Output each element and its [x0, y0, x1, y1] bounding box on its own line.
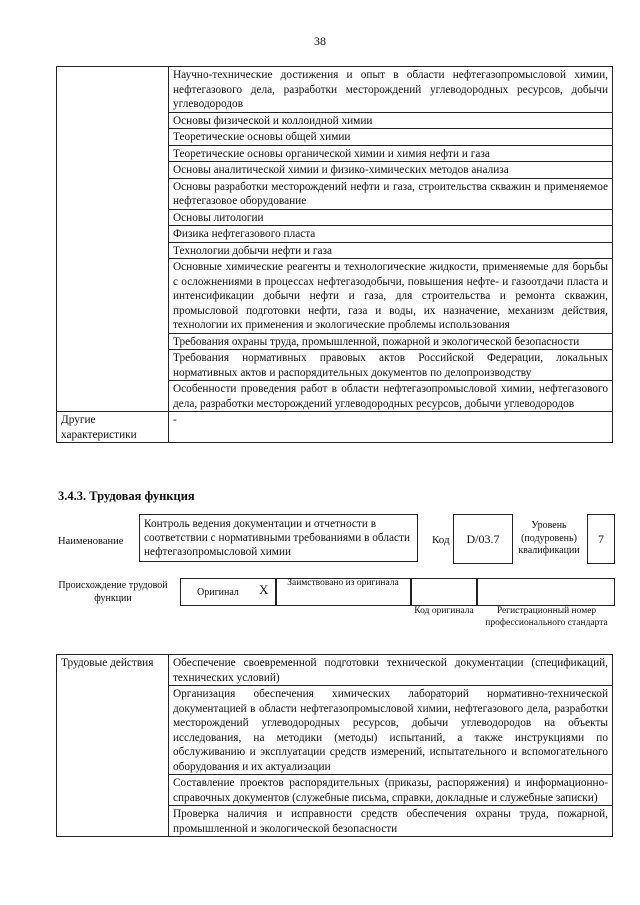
knowledge-row: Технологии добычи нефти и газа	[169, 242, 613, 259]
knowledge-row: Физика нефтегазового пласта	[169, 226, 613, 243]
actions-table	[56, 654, 613, 837]
action-row: Организация обеспечения химических лабораторий нормативно-технической документацией в области нефтегазопромысловой химии, нефтегазового дела, разработки месторождений углеводородных ресурсов, добычи углеводородов на объекты исследования, на методики (методы) испытаний, а также инструкциями по обслуживанию и эксплуатации средств измерений, испытательного и вспомогательного оборудования и их актуализации	[169, 686, 613, 775]
borrowed-label: Заимствовано из оригинала	[287, 578, 399, 588]
knowledge-row: Основы аналитической химии и физико-химических методов анализа	[169, 162, 613, 179]
original-mark: X	[259, 582, 269, 597]
page-number: 38	[314, 34, 326, 48]
original-label: Оригинал	[197, 587, 239, 598]
knowledge-row: Научно-технические достижения и опыт в области нефтегазопромысловой химии, нефтегазового дела, разработки месторождений углеводородных ресурсов, добычи углеводородов	[169, 67, 613, 113]
section-heading: 3.4.3. Трудовая функция	[58, 489, 195, 503]
other-characteristics-label: Другие характеристики	[57, 412, 169, 443]
knowledge-row: Основы литологии	[169, 209, 613, 226]
origin-label: Происхождение трудовой функции	[58, 580, 168, 604]
knowledge-row: Требования нормативных правовых актов Российской Федерации, локальных нормативных актов и распорядительных документов по делопроизводству	[169, 350, 613, 381]
knowledge-row: Теоретические основы органической химии и химия нефти и газа	[169, 145, 613, 162]
reg-number-caption: Регистрационный номер профессионального стандарта	[485, 606, 608, 628]
action-row: Обеспечение своевременной подготовки технической документации (спецификаций, технических условий)	[169, 655, 613, 686]
knowledge-row: Теоретические основы общей химии	[169, 129, 613, 146]
origin-divider	[410, 578, 412, 606]
name-label: Наименование	[58, 536, 124, 547]
knowledge-row: Основы физической и коллоидной химии	[169, 112, 613, 129]
knowledge-table	[56, 66, 613, 443]
knowledge-row: Особенности проведения работ в области нефтегазопромысловой химии, нефтегазового дела, разработки месторождений углеводородных ресурсов, добычи углеводородов	[169, 381, 613, 412]
code-value-box: D/03.7	[453, 514, 513, 564]
other-characteristics-value: -	[169, 412, 613, 443]
action-row: Проверка наличия и исправности средств обеспечения охраны труда, пожарной, промышленной и экологической безопасности	[169, 806, 613, 837]
function-name-box: Контроль ведения документации и отчетности в соответствии с нормативными требованиями в области нефтегазопромысловой химии	[139, 514, 418, 562]
knowledge-row: Основные химические реагенты и технологические жидкости, применяемые для борьбы с осложнениями в процессах нефтегазодобычи, повышения нефте- и газоотдачи пласта и интенсификации добычи нефти и газа, для строительства и ремонта скважин, промысловой подготовки нефти, газа и воды, их назначение, механизм действия, технологии их применения и экологические проблемы использования	[169, 259, 613, 334]
code-label: Код	[432, 534, 450, 546]
level-label: Уровень (подуровень) квалификации	[518, 520, 580, 556]
action-row: Составление проектов распорядительных (приказы, распоряжения) и информационно-справочных документов (служебные письма, справки, докладные и служебные записки)	[169, 775, 613, 806]
origin-code-caption: Код оригинала	[414, 606, 474, 616]
knowledge-label-cell	[57, 67, 169, 412]
knowledge-row: Основы разработки месторождений нефти и газа, строительства скважин и применяемое нефтегазовое оборудование	[169, 178, 613, 209]
origin-divider	[476, 578, 478, 606]
knowledge-row: Требования охраны труда, промышленной, пожарной и экологической безопасности	[169, 333, 613, 350]
level-value-box: 7	[587, 514, 615, 564]
actions-label: Трудовые действия	[57, 655, 169, 837]
